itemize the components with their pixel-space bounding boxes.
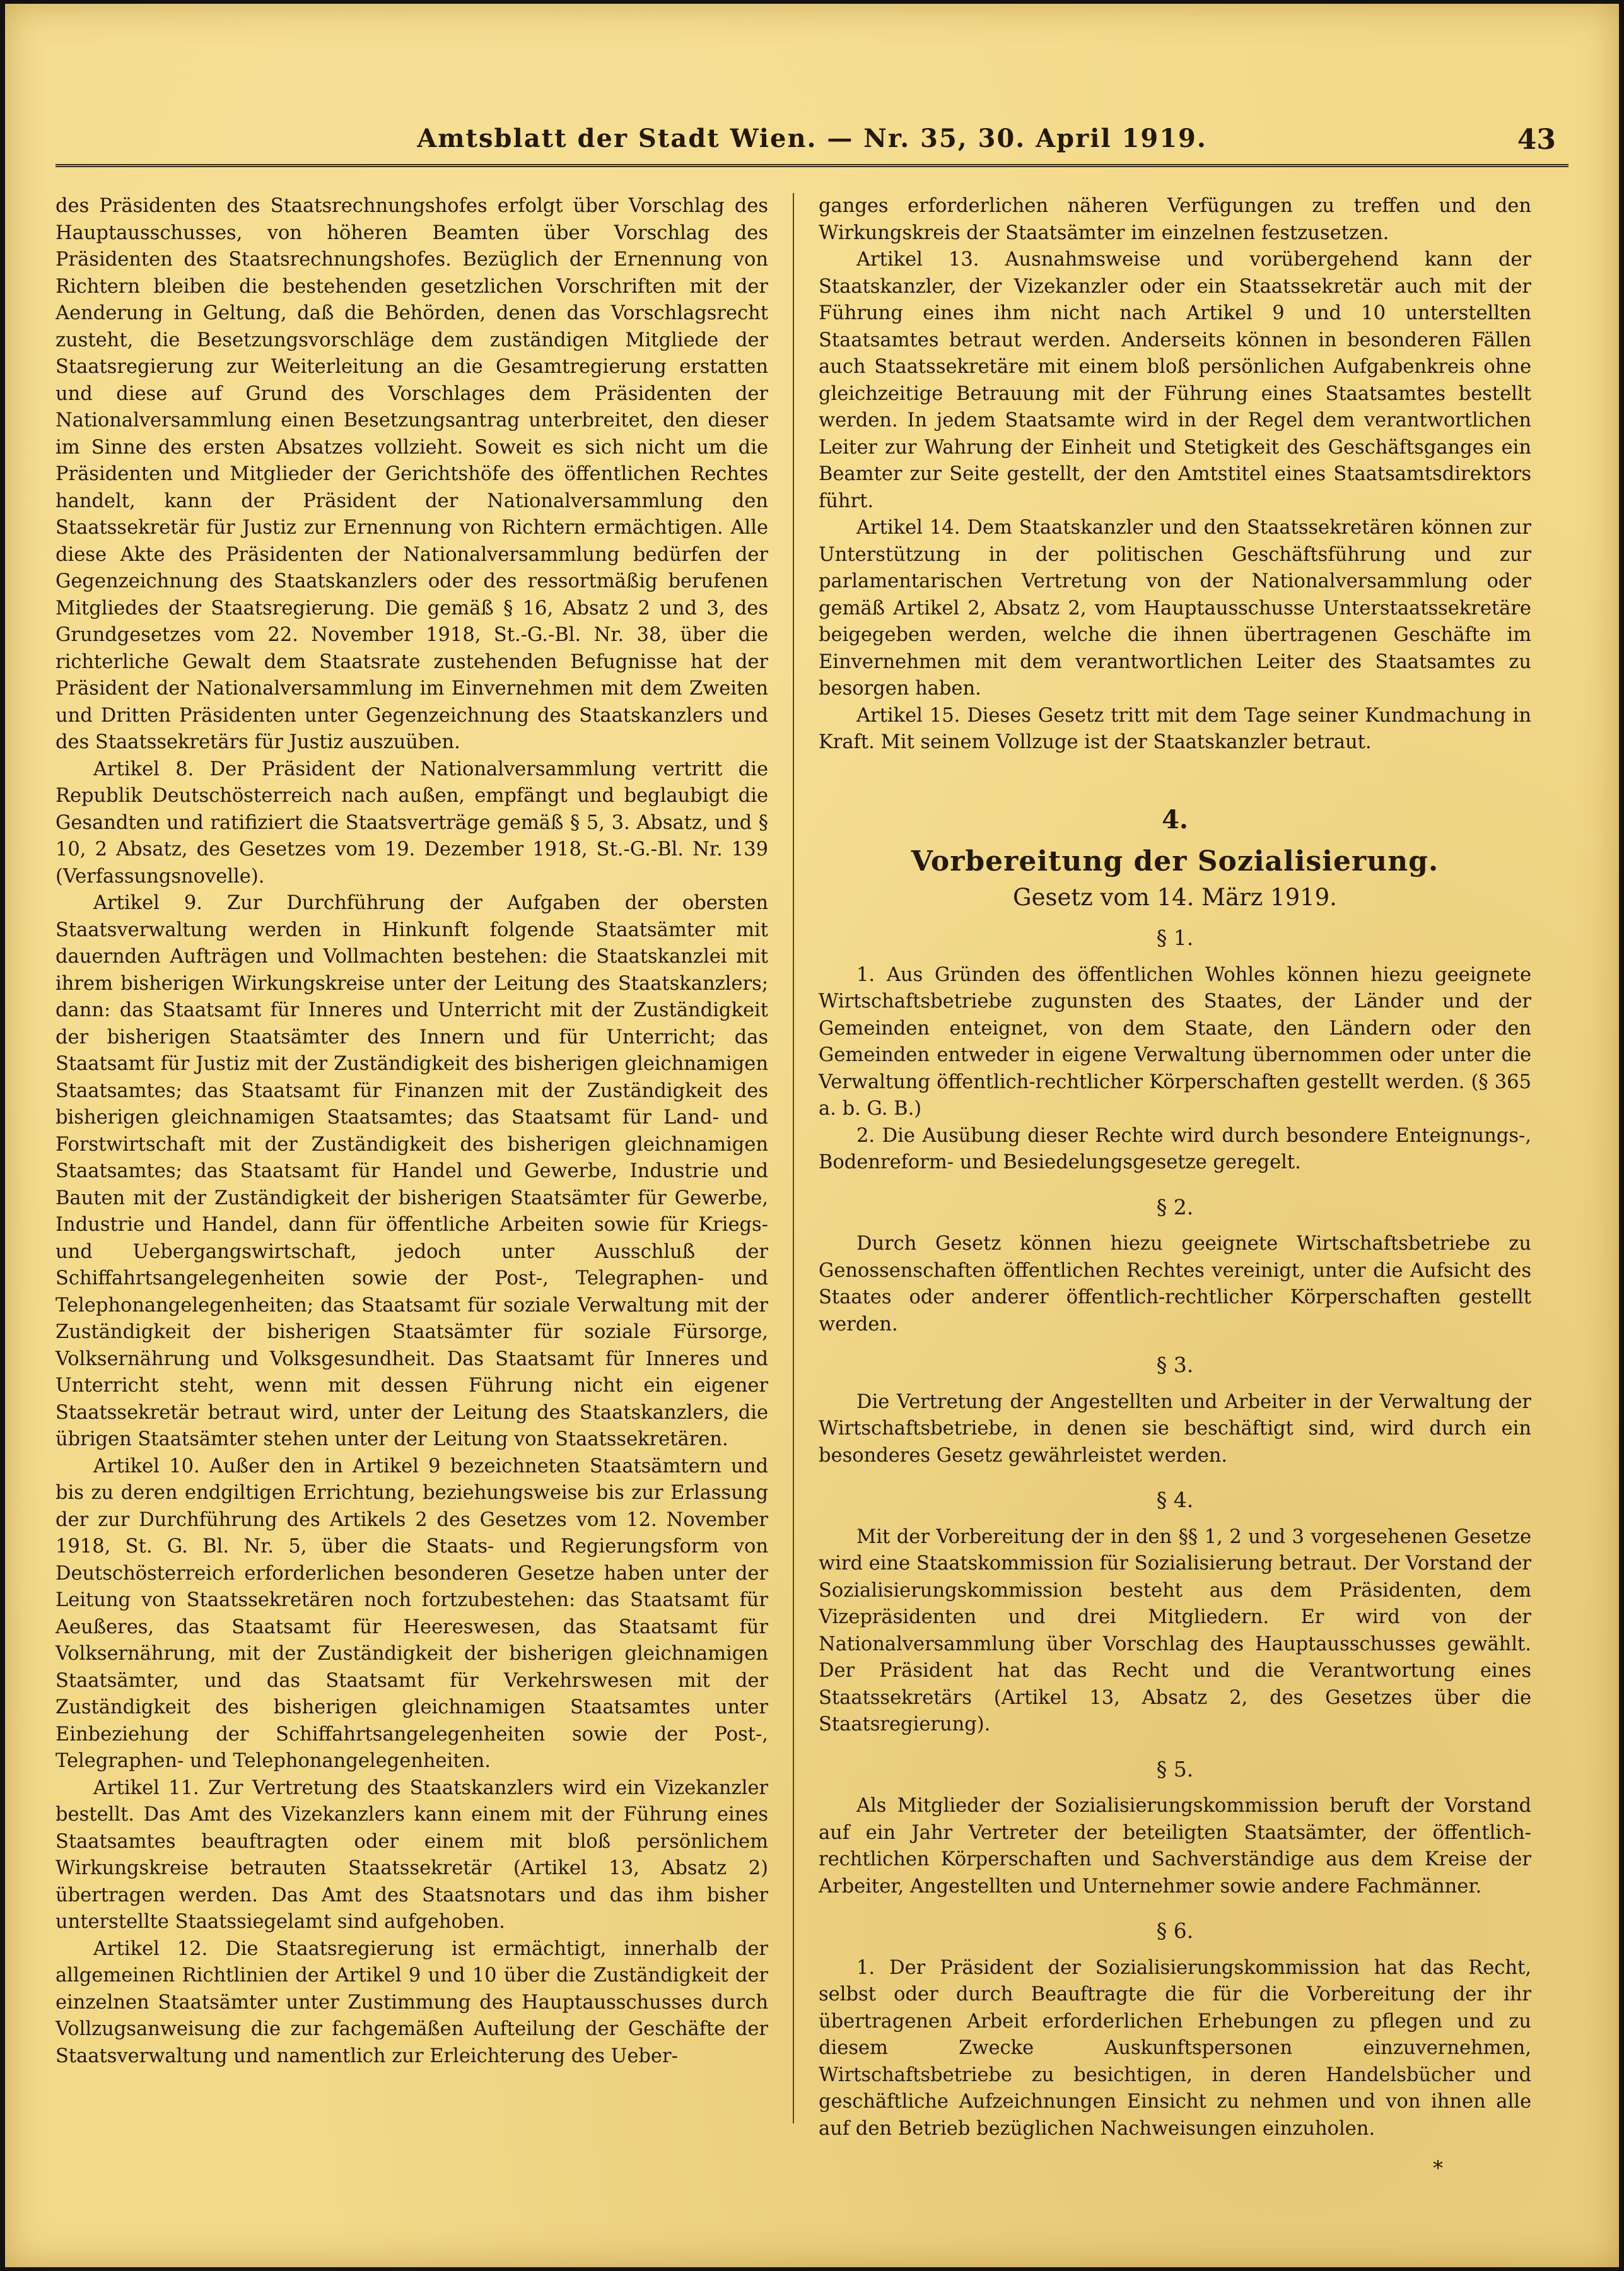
- artikel-13-paragraph: Artikel 13. Ausnahmsweise und vorübergehend kann der Staatskanzler, der Vizekanzler oder ein Staatssekretär auch mit der Führung eines ihm nicht nach Artikel 9 und 10 unterstellten Staatsamtes betraut werden. Anderseits können in besonderen Fällen auch Staatssekretäre mit einem bloß persönlichen Aufgabenkreis ohne gleichzeitige Betrauung mit der Führung eines Staatsamtes bestellt werden. In jedem Staatsamte wird in der Regel dem verantwortlichen Leiter zur Wahrung der Einheit und Stetigkeit des Geschäftsganges ein Beamter zur Seite gestellt, der den Amtstitel eines Staatsamtsdirektors führt.: [819, 249, 1531, 512]
- header-rule: [55, 164, 1569, 167]
- paragraph-1-text-2: 2. Die Ausübung dieser Rechte wird durch besondere Enteignungs-, Bodenreform- und Besiedelungsgesetze geregelt.: [819, 1124, 1531, 1173]
- section-number: 4.: [1162, 804, 1188, 835]
- paragraph-3-text: Die Vertretung der Angestellten und Arbeiter in der Verwaltung der Wirtschaftsbetriebe, in denen sie beschäftigt sind, wird durch ein besonderes Gesetz gewährleistet werden.: [819, 1390, 1531, 1467]
- paragraph-2-text: Durch Gesetz können hiezu geeignete Wirtschaftsbetriebe zu Genossenschaften öffentlichen Rechtes vereinigt, unter die Aufsicht des Staates oder anderer öffentlich-rechtlicher Körperschaften gestellt werden.: [819, 1233, 1531, 1335]
- page-header: [55, 117, 1569, 168]
- right-paragraph-continuation: ganges erforderlichen näheren Verfügungen zu treffen und den Wirkungskreis der Staatsämter im einzelnen festzusetzen.: [819, 195, 1531, 244]
- paragraph-heading-5: § 5.: [1156, 1756, 1194, 1781]
- paragraph-1-text-1: 1. Aus Gründen des öffentlichen Wohles können hiezu geeignete Wirtschaftsbetriebe zugunsten des Staates, der Länder und der Gemeinden enteignet, von dem Staate, den Ländern oder den Gemeinden entweder in eigene Verwaltung übernommen oder unter die Verwaltung öffentlich-rechtlicher Körperschaften gestellt werden. (§ 365 a. b. G. B.): [819, 963, 1531, 1120]
- running-title: Amtsblatt der Stadt Wien. — Nr. 35, 30. April 1919.: [417, 124, 1207, 153]
- paragraph-4-text: Mit der Vorbereitung der in den §§ 1, 2 und 3 vorgesehenen Gesetze wird eine Staatskommission für Sozialisierung betraut. Der Vorstand der Sozialisierungskommission besteht aus dem Präsidenten, dem Vizepräsidenten und drei Mitgliedern. Er wird von der Nationalversammlung über Vorschlag des Hauptausschusses gewählt. Der Präsident hat das Recht und die Verantwortung eines Staatssekretärs (Artikel 13, Absatz 2, des Gesetzes über die Staatsregierung).: [819, 1525, 1531, 1735]
- artikel-12-paragraph: Artikel 12. Die Staatsregierung ist ermächtigt, innerhalb der allgemeinen Richtlinien der Artikel 9 und 10 über die Zuständigkeit der einzelnen Staatsämter unter Zustimmung des Hauptausschusses durch Vollzugsanweisung die zur fachgemäßen Aufteilung der Geschäfte der Staatsverwaltung und namentlich zur Erleichterung des Ueber-: [55, 1937, 768, 2067]
- paragraph-6-text: 1. Der Präsident der Sozialisierungskommission hat das Recht, selbst oder durch Beauftragte die für die Vorbereitung der ihr übertragenen Arbeit erforderlichen Erhebungen zu pflegen und zu diesem Zwecke Auskunftspersonen einzuvernehmen, Wirtschaftsbetriebe zu besichtigen, in deren Handelsbücher und geschäftliche Aufzeichnungen Einsicht zu nehmen und von ihnen alle auf den Betrieb bezüglichen Nachweisungen einzuholen.: [819, 1956, 1531, 2140]
- column-divider: [793, 193, 794, 2123]
- artikel-10-paragraph: Artikel 10. Außer den in Artikel 9 bezeichneten Staatsämtern und bis zu deren endgiltigen Errichtung, beziehungsweise bis zur Erlassung der zur Durchführung des Artikels 2 des Gesetzes vom 12. November 1918, St. G. Bl. Nr. 5, über die Staats- und Regierungsform von Deutschösterreich erforderlichen besonderen Gesetze haben unter der Leitung von Staatssekretären noch fortzubestehen: das Staatsamt für Aeußeres, das Staatsamt für Heereswesen, das Staatsamt für Volksernährung, mit der Zuständigkeit der bisherigen gleichnamigen Staatsämter, und das Staatsamt für Verkehrswesen mit der Zuständigkeit des bisherigen gleichnamigen Staatsamtes unter Einbeziehung der Schiffahrtsangelegenheiten sowie der Post-, Telegraphen- und Telephonangelegenheiten.: [55, 1455, 768, 1772]
- paragraph-heading-4: § 4.: [1156, 1488, 1194, 1512]
- artikel-11-paragraph: Artikel 11. Zur Vertretung des Staatskanzlers wird ein Vizekanzler bestellt. Das Amt des Vizekanzlers kann einem mit der Führung eines Staatsamtes beauftragten oder einem mit bloß persönlichem Wirkungskreise betrauten Staatssekretär (Artikel 13, Absatz 2) übertragen werden. Das Amt des Staatsnotars und das ihm bisher unterstellte Staatssiegelamt sind aufgehoben.: [55, 1776, 768, 1933]
- artikel-8-paragraph: Artikel 8. Der Präsident der Nationalversammlung vertritt die Republik Deutschösterreich nach außen, empfängt und beglaubigt die Gesandten und ratifiziert die Staatsverträge gemäß § 5, 3. Absatz, und § 10, 2 Absatz, des Gesetzes vom 19. Dezember 1918, St.-G.-Bl. Nr. 139 (Verfassungsnovelle).: [55, 758, 768, 888]
- artikel-14-paragraph: Artikel 14. Dem Staatskanzler und den Staatssekretären können zur Unterstützung in der politischen Geschäftsführung und zur parlamentarischen Vertretung von der Nationalversammlung oder gemäß Artikel 2, Absatz 2, vom Hauptausschusse Unterstaatssekretäre beigegeben werden, welche die ihnen übertragenen Geschäfte im Einvernehmen mit dem verantwortlichen Leiter des Staatsamtes zu besorgen haben.: [819, 517, 1531, 700]
- paragraph-5-text: Als Mitglieder der Sozialisierungskommission beruft der Vorstand auf ein Jahr Vertreter der beteiligten Staatsämter, der öffentlich-rechtlichen Körperschaften und Sachverständige aus dem Kreise der Arbeiter, Angestellten und Unternehmer sowie andere Fachmänner.: [819, 1795, 1531, 1898]
- paragraph-heading-3: § 3.: [1156, 1353, 1194, 1377]
- left-column: [55, 193, 768, 2070]
- artikel-15-paragraph: Artikel 15. Dieses Gesetz tritt mit dem Tage seiner Kundmachung in Kraft. Mit seinem Vollzuge ist der Staatskanzler betraut.: [819, 704, 1531, 753]
- law-date: Gesetz vom 14. März 1919.: [1013, 883, 1337, 911]
- left-paragraph-continuation: des Präsidenten des Staatsrechnungshofes erfolgt über Vorschlag des Hauptausschusses, von höheren Beamten über Vorschlag des Präsidenten des Staatsrechnungshofes. Bezüglich der Ernennung von Richtern bleiben die bestehenden gesetzlichen Vorschriften mit der Aenderung in Geltung, daß die Behörden, denen das Vorschlagsrecht zusteht, die Besetzungsvorschläge dem zuständigen Mitgliede der Staatsregierung zur Weiterleitung an die Gesamtregierung erstatten und diese auf Grund des Vorschlages dem Präsidenten der Nationalversammlung einen Besetzungsantrag unterbreitet, den dieser im Sinne des ersten Absatzes vollzieht. Soweit es sich nicht um die Präsidenten und Mitglieder der Gerichtshöfe des öffentlichen Rechtes handelt, kann der Präsident der Nationalversammlung den Staatssekretär für Justiz zur Ernennung von Richtern ermächtigen. Alle diese Akte des Präsidenten der Nationalversammlung bedürfen der Gegenzeichnung des Staatskanzlers oder des ressortmäßig berufenen Mitgliedes der Staatsregierung. Die gemäß § 16, Absatz 2 und 3, des Grundgesetzes vom 22. November 1918, St.-G.-Bl. Nr. 38, über die richterliche Gewalt dem Staatsrate zustehenden Befugnisse hat der Präsident der Nationalversammlung im Einvernehmen mit dem Zweiten und Dritten Präsidenten unter Gegenzeichnung des Staatskanzlers und des Staatssekretärs für Justiz auszuüben.: [55, 195, 768, 753]
- page-number: 43: [1517, 124, 1556, 156]
- closing-asterisk: *: [1433, 2156, 1443, 2180]
- paragraph-heading-1: § 1.: [1156, 925, 1194, 950]
- section-title: Vorbereitung der Sozialisierung.: [911, 845, 1439, 877]
- paragraph-heading-2: § 2.: [1156, 1194, 1194, 1219]
- newspaper-page: [5, 4, 1619, 2267]
- paragraph-heading-6: § 6.: [1156, 1918, 1194, 1943]
- artikel-9-paragraph: Artikel 9. Zur Durchführung der Aufgaben der obersten Staatsverwaltung werden in Hinkunft folgende Staatsämter mit dauernden Aufträgen und Vollmachten bestehen: die Staatskanzlei mit ihrem bisherigen Wirkungskreise unter der Leitung des Staatskanzlers; dann: das Staatsamt für Inneres und Unterricht mit der Zuständigkeit der bisherigen Staatsämter des Innern und für Unterricht; das Staatsamt für Justiz mit der Zuständigkeit des bisherigen gleichnamigen Staatsamtes; das Staatsamt für Finanzen mit der Zuständigkeit des bisherigen gleichnamigen Staatsamtes; das Staatsamt für Land- und Forstwirtschaft mit der Zuständigkeit des bisherigen gleichnamigen Staatsamtes; das Staatsamt für Handel und Gewerbe, Industrie und Bauten mit der Zuständigkeit der bisherigen Staatsämter für Gewerbe, Industrie und Handel, dann für öffentliche Arbeiten sowie für Kriegs- und Uebergangswirtschaft, jedoch unter Ausschluß der Schiffahrtsangelegenheiten sowie der Post-, Telegraphen- und Telephonangelegenheiten; das Staatsamt für soziale Verwaltung mit der Zuständigkeit der bisherigen Staatsämter für soziale Fürsorge, Volksernährung und Volksgesundheit. Das Staatsamt für Inneres und Unterricht steht, wenn mit dessen Führung nicht ein eigener Staatssekretär betraut wird, unter der Leitung des Staatskanzlers, die übrigen Staatsämter stehen unter der Leitung von Staatssekretären.: [55, 892, 768, 1450]
- right-column: [819, 193, 1531, 2182]
